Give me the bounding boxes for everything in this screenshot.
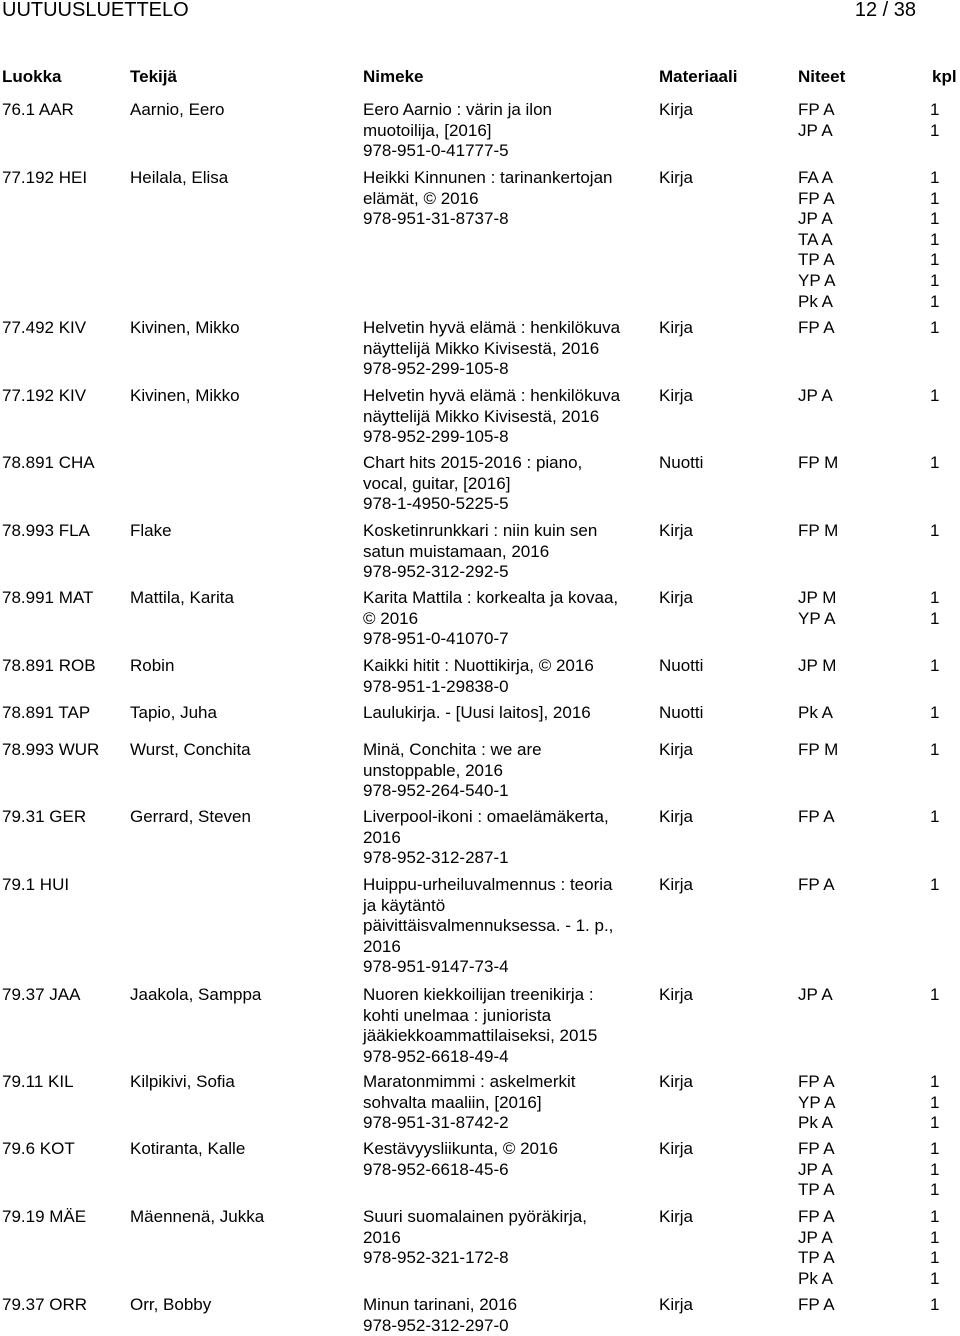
- item-niteet: [798, 1207, 918, 1289]
- item-kpl-line: 1: [930, 120, 940, 140]
- item-kpl-line: 1: [930, 1159, 940, 1179]
- item-tekija: Wurst, Conchita: [130, 740, 251, 759]
- item-kpl-line: 1: [930, 1227, 940, 1247]
- item-nimeke-line: Minun tarinani, 2016: [363, 1295, 518, 1314]
- item-nimeke-line: 978-951-1-29838-0: [363, 676, 509, 696]
- item-niteet-line: FP A: [798, 807, 835, 826]
- item-luokka: 78.891 CHA: [2, 453, 95, 472]
- item-luokka: 78.993 WUR: [2, 740, 100, 759]
- item-materiaali: Kirja: [659, 588, 694, 607]
- column-header-row: [0, 64, 960, 90]
- item-kpl: [930, 807, 958, 828]
- item-kpl: [930, 1072, 958, 1134]
- item-kpl-line: 1: [930, 1180, 940, 1200]
- item-niteet-line: FP A: [798, 1295, 835, 1314]
- item-materiaali: Kirja: [659, 740, 694, 759]
- item-nimeke-line: © 2016: [363, 608, 419, 628]
- item-kpl: [930, 740, 958, 761]
- item-nimeke-line: päivittäisvalmennuksessa. - 1. p.,: [363, 916, 614, 936]
- item-nimeke-line: jääkiekkoammattilaiseksi, 2015: [363, 1026, 598, 1046]
- item-kpl-line: 1: [930, 875, 940, 894]
- item-nimeke: [363, 453, 653, 515]
- item-luokka: 79.37 JAA: [2, 985, 81, 1004]
- item-nimeke-line: Huippu-urheiluvalmennus : teoria: [363, 875, 613, 894]
- column-luokka: Luokka: [2, 67, 62, 86]
- item-nimeke-line: 978-951-9147-73-4: [363, 957, 509, 977]
- item-nimeke-line: 978-952-299-105-8: [363, 427, 509, 447]
- item-kpl-line: 1: [930, 1072, 940, 1091]
- item-tekija: Mattila, Karita: [130, 588, 234, 607]
- item-kpl-line: 1: [930, 209, 940, 229]
- item-nimeke: [363, 1295, 653, 1336]
- item-niteet: [798, 740, 918, 761]
- item-niteet-line: FP A: [798, 1139, 835, 1158]
- item-nimeke-line: Nuoren kiekkoilijan treenikirja :: [363, 985, 594, 1004]
- item-nimeke-line: muotoilija, [2016]: [363, 120, 492, 140]
- item-nimeke-line: 978-952-321-172-8: [363, 1248, 509, 1268]
- item-niteet: [798, 1139, 918, 1201]
- item-luokka: 78.891 TAP: [2, 703, 91, 722]
- column-materiaali: Materiaali: [659, 67, 738, 86]
- item-niteet-line: Pk A: [798, 1113, 833, 1133]
- item-luokka: 79.37 ORR: [2, 1295, 88, 1314]
- item-materiaali: Kirja: [659, 318, 694, 337]
- item-niteet: [798, 386, 918, 407]
- item-niteet-line: FP A: [798, 188, 835, 208]
- item-niteet: [798, 807, 918, 828]
- item-luokka: 77.492 KIV: [2, 318, 87, 337]
- item-niteet-line: JP A: [798, 120, 833, 140]
- item-kpl-line: 1: [930, 1268, 940, 1288]
- item-nimeke-line: Maratonmimmi : askelmerkit: [363, 1072, 576, 1091]
- item-kpl-line: 1: [930, 270, 940, 290]
- item-nimeke: [363, 588, 653, 650]
- item-kpl: [930, 985, 958, 1006]
- item-nimeke-line: Suuri suomalainen pyöräkirja,: [363, 1207, 587, 1226]
- item-nimeke-line: Liverpool-ikoni : omaelämäkerta,: [363, 807, 609, 826]
- item-kpl-line: 1: [930, 100, 940, 119]
- item-tekija: Robin: [130, 656, 175, 675]
- item-nimeke-line: Minä, Conchita : we are: [363, 740, 542, 759]
- item-luokka: 77.192 KIV: [2, 386, 87, 405]
- item-kpl-line: 1: [930, 703, 940, 722]
- item-kpl: [930, 1139, 958, 1201]
- item-nimeke-line: 978-952-6618-49-4: [363, 1046, 509, 1066]
- item-kpl: [930, 703, 958, 724]
- item-nimeke: [363, 985, 653, 1067]
- item-nimeke-line: 978-952-312-287-1: [363, 848, 509, 868]
- item-nimeke-line: näyttelijä Mikko Kivisestä, 2016: [363, 406, 600, 426]
- item-tekija: Tapio, Juha: [130, 703, 217, 722]
- item-luokka: 79.1 HUI: [2, 875, 70, 894]
- item-tekija: Kilpikivi, Sofia: [130, 1072, 235, 1091]
- item-niteet: [798, 453, 918, 474]
- item-tekija: Kotiranta, Kalle: [130, 1139, 246, 1158]
- item-nimeke-line: 978-952-299-105-8: [363, 359, 509, 379]
- item-nimeke-line: elämät, © 2016: [363, 188, 479, 208]
- item-nimeke-line: 2016: [363, 936, 401, 956]
- catalog-title: UUTUUSLUETTELO: [2, 0, 189, 21]
- item-niteet-line: FP A: [798, 318, 835, 337]
- item-kpl-line: 1: [930, 1207, 940, 1226]
- item-kpl: [930, 318, 958, 339]
- item-nimeke-line: Karita Mattila : korkealta ja kovaa,: [363, 588, 619, 607]
- item-niteet-line: FP A: [798, 100, 835, 119]
- item-nimeke: [363, 1207, 653, 1269]
- item-materiaali: Kirja: [659, 1072, 694, 1091]
- item-tekija: Heilala, Elisa: [130, 168, 229, 187]
- item-materiaali: Nuotti: [659, 656, 704, 675]
- item-luokka: 78.993 FLA: [2, 521, 90, 540]
- item-niteet: [798, 1295, 918, 1316]
- item-materiaali: Kirja: [659, 521, 694, 540]
- item-nimeke: [363, 1139, 653, 1180]
- item-luokka: 79.31 GER: [2, 807, 87, 826]
- item-nimeke-line: Helvetin hyvä elämä : henkilökuva: [363, 386, 621, 405]
- item-nimeke: [363, 521, 653, 583]
- item-materiaali: Kirja: [659, 100, 694, 119]
- item-nimeke-line: ja käytäntö: [363, 895, 446, 915]
- item-nimeke-line: 978-1-4950-5225-5: [363, 494, 509, 514]
- item-nimeke-line: 978-952-312-292-5: [363, 562, 509, 582]
- item-niteet-line: JP M: [798, 656, 837, 675]
- item-luokka: 77.192 HEI: [2, 168, 88, 187]
- item-kpl-line: 1: [930, 1139, 940, 1158]
- item-nimeke-line: 2016: [363, 1227, 401, 1247]
- item-materiaali: Nuotti: [659, 703, 704, 722]
- item-nimeke-line: 2016: [363, 827, 401, 847]
- item-kpl: [930, 1295, 958, 1316]
- column-nimeke: Nimeke: [363, 67, 424, 86]
- item-nimeke-line: Kestävyysliikunta, © 2016: [363, 1139, 558, 1158]
- item-niteet-line: TP A: [798, 1180, 835, 1200]
- item-nimeke-line: Eero Aarnio : värin ja ilon: [363, 100, 552, 119]
- item-niteet: [798, 318, 918, 339]
- item-tekija: Gerrard, Steven: [130, 807, 251, 826]
- item-niteet: [798, 168, 918, 312]
- item-niteet-line: TP A: [798, 1248, 835, 1268]
- item-materiaali: Nuotti: [659, 453, 704, 472]
- item-nimeke: [363, 807, 653, 869]
- item-materiaali: Kirja: [659, 985, 694, 1004]
- item-niteet: [798, 100, 918, 141]
- item-niteet: [798, 703, 918, 724]
- item-nimeke: [363, 100, 653, 162]
- item-niteet-line: YP A: [798, 608, 836, 628]
- item-niteet-line: JP A: [798, 1227, 833, 1247]
- item-kpl-line: 1: [930, 608, 940, 628]
- item-niteet-line: Pk A: [798, 1268, 833, 1288]
- item-niteet-line: FP A: [798, 1072, 835, 1091]
- item-niteet: [798, 656, 918, 677]
- item-nimeke-line: 978-952-312-297-0: [363, 1315, 509, 1335]
- item-nimeke: [363, 656, 653, 697]
- item-nimeke: [363, 1072, 653, 1134]
- item-kpl-line: 1: [930, 1092, 940, 1112]
- item-niteet-line: TP A: [798, 250, 835, 270]
- column-niteet: Niteet: [798, 67, 846, 86]
- item-materiaali: Kirja: [659, 807, 694, 826]
- item-kpl: [930, 588, 958, 629]
- item-nimeke: [363, 703, 653, 724]
- item-tekija: Mäennenä, Jukka: [130, 1207, 265, 1226]
- item-nimeke-line: Kosketinrunkkari : niin kuin sen: [363, 521, 598, 540]
- item-nimeke: [363, 318, 653, 380]
- item-tekija: Flake: [130, 521, 172, 540]
- item-niteet-line: Pk A: [798, 703, 833, 722]
- item-niteet-line: JP A: [798, 209, 833, 229]
- item-niteet-line: FP M: [798, 521, 839, 540]
- item-niteet-line: JP A: [798, 1159, 833, 1179]
- item-luokka: 78.991 MAT: [2, 588, 94, 607]
- item-materiaali: Kirja: [659, 386, 694, 405]
- item-kpl-line: 1: [930, 985, 940, 1004]
- item-nimeke-line: 978-952-6618-45-6: [363, 1159, 509, 1179]
- item-nimeke-line: 978-952-264-540-1: [363, 781, 509, 801]
- item-niteet-line: FP A: [798, 1207, 835, 1226]
- item-materiaali: Kirja: [659, 1295, 694, 1314]
- column-tekija: Tekijä: [130, 67, 177, 86]
- item-materiaali: Kirja: [659, 875, 694, 894]
- item-kpl-line: 1: [930, 807, 940, 826]
- item-nimeke-line: Helvetin hyvä elämä : henkilökuva: [363, 318, 621, 337]
- item-nimeke: [363, 875, 653, 978]
- item-nimeke-line: 978-951-31-8737-8: [363, 209, 509, 229]
- item-nimeke: [363, 168, 653, 230]
- item-niteet: [798, 1072, 918, 1134]
- item-nimeke-line: Chart hits 2015-2016 : piano,: [363, 453, 583, 472]
- item-niteet-line: YP A: [798, 1092, 836, 1112]
- item-tekija: Kivinen, Mikko: [130, 386, 240, 405]
- item-kpl-line: 1: [930, 291, 940, 311]
- item-materiaali: Kirja: [659, 1207, 694, 1226]
- item-kpl-line: 1: [930, 588, 940, 607]
- item-niteet-line: JP M: [798, 588, 837, 607]
- item-nimeke-line: 978-951-0-41777-5: [363, 141, 509, 161]
- item-niteet-line: FP M: [798, 453, 839, 472]
- item-kpl-line: 1: [930, 1113, 940, 1133]
- column-kpl: kpl: [932, 67, 957, 86]
- item-niteet: [798, 985, 918, 1006]
- item-kpl-line: 1: [930, 386, 940, 405]
- page-header: [0, 0, 960, 27]
- item-kpl-line: 1: [930, 168, 940, 187]
- item-nimeke: [363, 740, 653, 802]
- item-niteet-line: FP M: [798, 740, 839, 759]
- item-luokka: 79.19 MÄE: [2, 1207, 87, 1226]
- item-nimeke-line: vocal, guitar, [2016]: [363, 473, 511, 493]
- item-nimeke-line: Heikki Kinnunen : tarinankertojan: [363, 168, 613, 187]
- item-kpl-line: 1: [930, 229, 940, 249]
- item-niteet-line: FP A: [798, 875, 835, 894]
- item-kpl-line: 1: [930, 1248, 940, 1268]
- item-kpl-line: 1: [930, 318, 940, 337]
- item-nimeke: [363, 386, 653, 448]
- item-materiaali: Kirja: [659, 168, 694, 187]
- item-luokka: 79.6 KOT: [2, 1139, 75, 1158]
- item-kpl-line: 1: [930, 250, 940, 270]
- item-kpl-line: 1: [930, 453, 940, 472]
- item-nimeke-line: sohvalta maaliin, [2016]: [363, 1092, 542, 1112]
- item-tekija: Aarnio, Eero: [130, 100, 225, 119]
- item-nimeke-line: kohti unelmaa : juniorista: [363, 1005, 552, 1025]
- item-niteet-line: JP A: [798, 386, 833, 405]
- item-luokka: 76.1 AAR: [2, 100, 74, 119]
- item-nimeke-line: näyttelijä Mikko Kivisestä, 2016: [363, 338, 600, 358]
- item-niteet: [798, 521, 918, 542]
- item-nimeke-line: Laulukirja. - [Uusi laitos], 2016: [363, 703, 591, 722]
- item-niteet-line: Pk A: [798, 291, 833, 311]
- item-kpl: [930, 453, 958, 474]
- item-nimeke-line: unstoppable, 2016: [363, 760, 503, 780]
- item-tekija: Orr, Bobby: [130, 1295, 212, 1314]
- item-kpl: [930, 100, 958, 141]
- item-kpl-line: 1: [930, 656, 940, 675]
- item-kpl: [930, 521, 958, 542]
- item-kpl-line: 1: [930, 740, 940, 759]
- item-kpl: [930, 168, 958, 312]
- item-niteet: [798, 875, 918, 896]
- item-kpl-line: 1: [930, 188, 940, 208]
- item-kpl: [930, 1207, 958, 1289]
- item-tekija: Kivinen, Mikko: [130, 318, 240, 337]
- item-niteet-line: YP A: [798, 270, 836, 290]
- page-number: 12 / 38: [854, 0, 916, 21]
- item-nimeke-line: Kaikki hitit : Nuottikirja, © 2016: [363, 656, 594, 675]
- item-kpl: [930, 875, 958, 896]
- item-luokka: 79.11 KIL: [2, 1072, 74, 1091]
- item-nimeke-line: 978-951-31-8742-2: [363, 1113, 509, 1133]
- item-tekija: Jaakola, Samppa: [130, 985, 262, 1004]
- item-niteet-line: JP A: [798, 985, 833, 1004]
- item-luokka: 78.891 ROB: [2, 656, 96, 675]
- item-kpl-line: 1: [930, 521, 940, 540]
- item-niteet-line: TA A: [798, 229, 833, 249]
- item-kpl: [930, 656, 958, 677]
- item-nimeke-line: 978-951-0-41070-7: [363, 629, 509, 649]
- item-niteet: [798, 588, 918, 629]
- item-kpl: [930, 386, 958, 407]
- item-niteet-line: FA A: [798, 168, 833, 187]
- item-kpl-line: 1: [930, 1295, 940, 1314]
- item-nimeke-line: satun muistamaan, 2016: [363, 541, 550, 561]
- item-materiaali: Kirja: [659, 1139, 694, 1158]
